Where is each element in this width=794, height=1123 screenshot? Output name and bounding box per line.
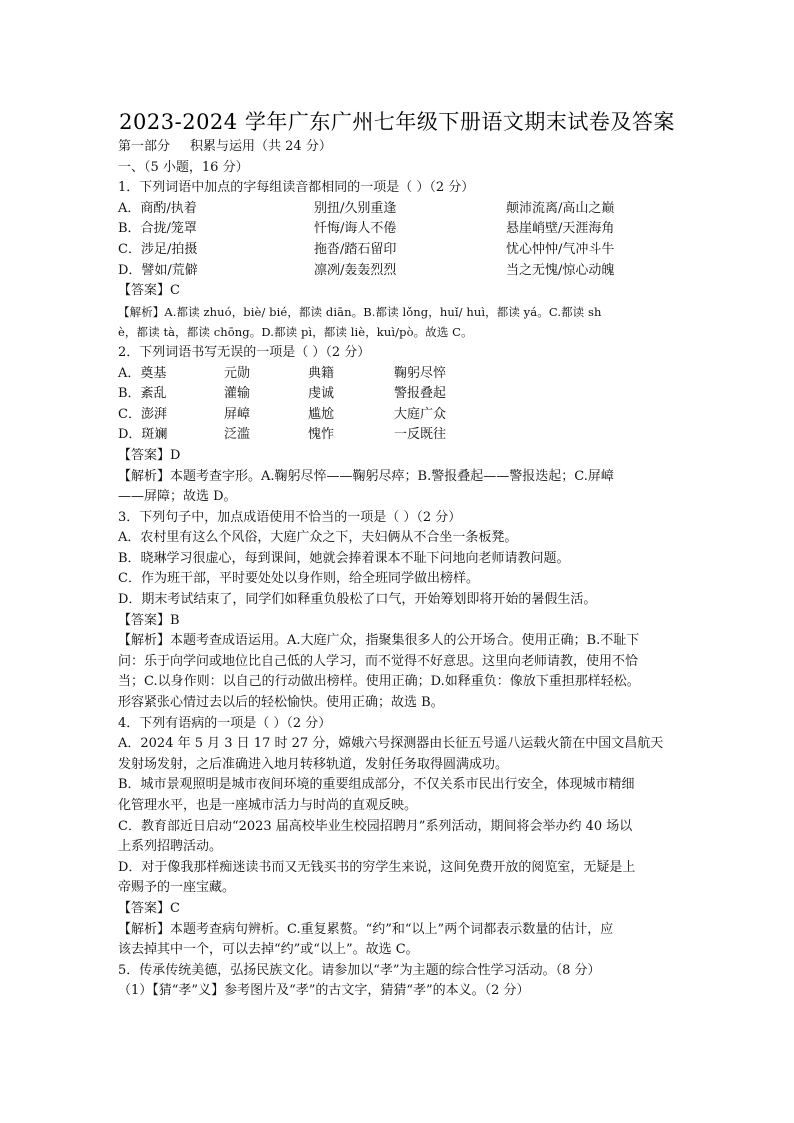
question-3-option-d: D．期末考试结束了，同学们如释重负般松了口气，开始筹划即将开始的暑假生活。 — [118, 592, 597, 608]
question-1-answer: 【答案】C — [118, 283, 180, 299]
option-cell: 鞠躬尽悴 — [394, 365, 447, 381]
option-cell: 凛冽/轰轰烈烈 — [314, 262, 397, 278]
option-cell: 愧怍 — [308, 427, 335, 443]
question-4-option-a: 发射场发射，之后准确进入地月转移轨道，发射任务取得圆满成功。 — [118, 756, 509, 772]
option-cell: 忧心忡忡/气冲斗牛 — [506, 241, 615, 257]
question-2-option-a — [118, 364, 678, 385]
option-cell: 忏悔/诲人不倦 — [314, 221, 397, 237]
option-cell: 典籍 — [308, 365, 335, 381]
question-3-stem: 3．下列句子中，加点成语使用不恰当的一项是（ ）（2 分） — [118, 509, 462, 525]
option-cell: 颠沛流离/高山之巅 — [506, 200, 615, 216]
question-1-analysis: 【解析】A.都读 zhuó，biè/ bié，都读 diān。B.都读 lǒng，huǐ/ huì，都读 yá。C.都读 sh — [118, 304, 602, 319]
section-heading: 一、（5 小题，16 分） — [118, 159, 249, 175]
option-cell: 警报叠起 — [394, 386, 447, 402]
option-cell: A．奠基 — [118, 365, 167, 381]
option-cell: 别扭/久别重逢 — [314, 200, 397, 216]
question-4-option-d: D．对于像我那样痴迷读书而又无钱买书的穷学生来说，这间免费开放的阅览室，无疑是上 — [118, 859, 636, 875]
question-4-answer: 【答案】C — [118, 900, 180, 916]
question-2-answer: 【答案】D — [118, 447, 181, 463]
question-4-analysis: 该去掉其中一个，可以去掉“约”或“以上”。故选 C。 — [118, 942, 419, 958]
question-2-stem: 2．下列词语书写无误的一项是（ ）（2 分） — [118, 344, 371, 360]
option-cell: C．涉足/拍摄 — [118, 241, 198, 257]
question-2-option-b — [118, 384, 678, 405]
question-4-option-b: 化管理水平，也是一座城市活力与时尚的直观反映。 — [118, 798, 418, 813]
question-1-option-c — [118, 240, 678, 261]
question-4-option-d: 帝赐予的一座宝藏。 — [118, 880, 236, 896]
question-3-analysis: 形容紧张心情过去以后的轻松愉快。使用正确；故选 B。 — [118, 695, 444, 711]
part-name: 积累与运用（共 24 分） — [190, 139, 332, 154]
document-body — [118, 137, 678, 1002]
option-cell: C．澎湃 — [118, 406, 167, 422]
option-cell: 悬崖峭壁/天涯海角 — [506, 221, 615, 237]
option-cell: 泛滥 — [224, 427, 251, 443]
document-title: 2023-2024 学年广东广州七年级下册语文期末试卷及答案 — [119, 110, 675, 134]
question-5-subquestion-1: （1）【猜“孝”义】参考图片及“孝”的古文字，猜猜“孝”的本义。（2 分） — [118, 983, 530, 999]
question-4-option-a: A．2024 年 5 月 3 日 17 时 27 分，嫦娥六号探测器由长征五号遥八运载火箭在中国文昌航天 — [118, 736, 664, 752]
question-1-option-d — [118, 261, 678, 282]
question-4-stem: 4．下列有语病的一项是（ ）（2 分） — [118, 715, 332, 731]
part-heading — [118, 137, 678, 158]
option-cell: B．合拢/笼罩 — [118, 221, 197, 237]
option-cell: 拖沓/踏石留印 — [314, 241, 397, 257]
option-cell: 元勋 — [224, 365, 251, 381]
question-2-option-d — [118, 425, 678, 446]
option-cell: 大庭广众 — [394, 406, 447, 422]
question-1-option-a — [118, 199, 678, 220]
question-4-option-b: B．城市景观照明是城市夜间环境的重要组成部分，不仅关系市民出行安全，体现城市精细 — [118, 777, 635, 793]
question-3-option-c: C．作为班干部，平时要处处以身作则，给全班同学做出榜样。 — [118, 571, 479, 587]
question-3-option-b: B．晓琳学习很虚心，每到课间，她就会捧着课本不耻下问地向老师请教问题。 — [118, 550, 570, 566]
option-cell: 当之无愧/惊心动魄 — [506, 262, 615, 278]
question-3-analysis: 当；C.以身作则：以自己的行动做出榜样。使用正确；D.如释重负：像放下重担那样轻松。 — [118, 674, 640, 690]
option-cell: 虔诚 — [308, 386, 335, 402]
question-2-analysis: 【解析】本题考查字形。A.鞠躬尽悴——鞠躬尽瘁；B.警报叠起——警报迭起；C.屏嶂 — [118, 468, 614, 484]
question-1-stem: 1．下列词语中加点的字每组读音都相同的一项是（ ）（2 分） — [118, 180, 475, 196]
question-1-analysis: è，都读 tà，都读 chōng。D.都读 pì，都读 liè，kuì/pò。故选 C。 — [118, 325, 473, 340]
question-5-stem: 5．传承传统美德，弘扬民族文化。请参加以“孝”为主题的综合性学习活动。（8 分） — [118, 962, 601, 978]
option-cell: A．商酌/执着 — [118, 200, 197, 216]
question-4-option-c: C．教育部近日启动“2023 届高校毕业生校园招聘月”系列活动，期间将会举办约 40 场以 — [118, 818, 633, 834]
option-cell: 一反既往 — [394, 427, 447, 443]
question-2-analysis: ——屏障；故选 D。 — [118, 489, 237, 505]
question-3-analysis: 【解析】本题考查成语运用。A.大庭广众，指聚集很多人的公开场合。使用正确；B.不耻下 — [118, 633, 640, 649]
part-label: 第一部分 — [118, 139, 171, 154]
question-4-analysis: 【解析】本题考查病句辨析。C.重复累赘。“约”和“以上”两个词都表示数量的估计，应 — [118, 921, 614, 937]
option-cell: B．紊乱 — [118, 386, 167, 402]
question-3-option-a: A．农村里有这么个风俗，大庭广众之下，夫妇俩从不合坐一条板凳。 — [118, 530, 518, 546]
question-1-option-b — [118, 219, 678, 240]
option-cell: 灌输 — [224, 386, 251, 402]
option-cell: 尴尬 — [308, 406, 335, 422]
question-4-option-c: 上系列招聘活动。 — [118, 839, 223, 855]
question-3-analysis: 问：乐于向学问或地位比自己低的人学习，而不觉得不好意思。这里向老师请教，使用不恰 — [118, 653, 639, 669]
option-cell: D．譬如/荒僻 — [118, 262, 198, 278]
question-2-option-c — [118, 405, 678, 426]
question-3-answer: 【答案】B — [118, 612, 180, 628]
option-cell: 屏嶂 — [224, 406, 251, 422]
option-cell: D．斑斓 — [118, 427, 168, 443]
